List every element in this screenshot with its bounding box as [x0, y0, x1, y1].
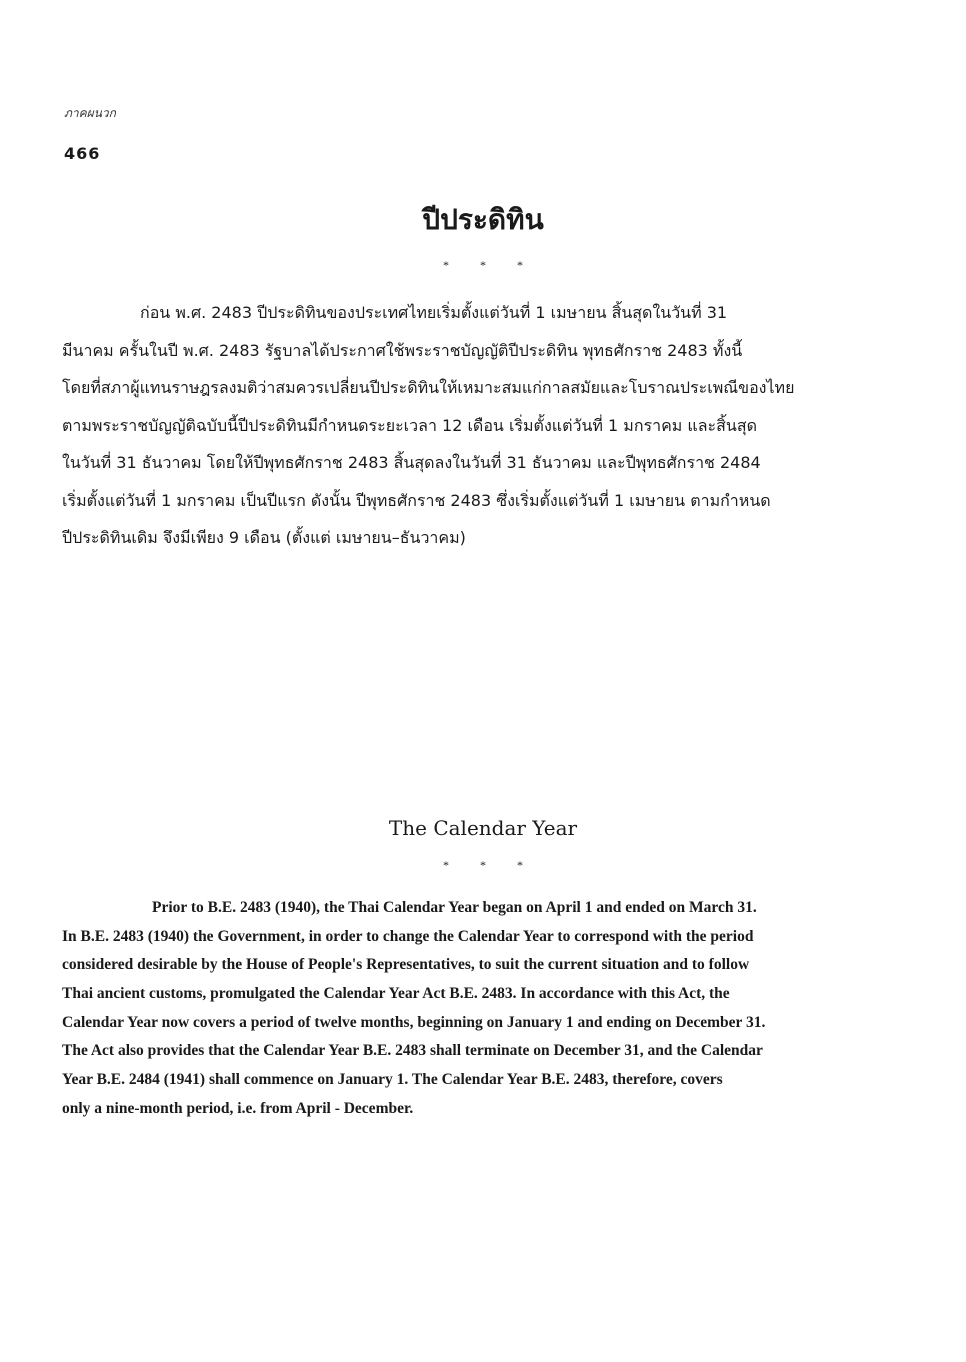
english-line: Thai ancient customs, promulgated the Calendar Year Act B.E. 2483. In accordance with this Act, the [62, 985, 730, 1003]
english-asterisk-divider: * * * [443, 858, 523, 872]
thai-line: ตามพระราชบัญญัติฉบับนี้ปีประดิทินมีกำหนดระยะเวลา 12 เดือน เริ่มตั้งแต่วันที่ 1 มกราคม และสิ้นสุด [62, 415, 757, 435]
thai-paragraph [62, 294, 922, 557]
thai-line: มีนาคม ครั้นในปี พ.ศ. 2483 รัฐบาลได้ประกาศใช้พระราชบัญญัติปีประดิทิน พุทธศักราช 2483 ทั้งนี้ [62, 340, 743, 360]
english-line: Calendar Year now covers a period of twelve months, beginning on January 1 and ending on December 31. [62, 1013, 766, 1031]
thai-line: ก่อน พ.ศ. 2483 ปีประดิทินของประเทศไทยเริ่มตั้งแต่วันที่ 1 เมษายน สิ้นสุดในวันที่ 31 [140, 303, 728, 322]
thai-asterisk-divider: * * * [443, 258, 523, 272]
english-line: Year B.E. 2484 (1941) shall commence on January 1. The Calendar Year B.E. 2483, therefore, covers [62, 1071, 723, 1089]
english-title: The Calendar Year [388, 816, 578, 840]
section-label: ภาคผนวก [64, 106, 116, 120]
thai-line: เริ่มตั้งแต่วันที่ 1 มกราคม เป็นปีแรก ดังนั้น ปีพุทธศักราช 2483 ซึ่งเริ่มตั้งแต่วันที่ 1 เมษายน ตามกำหนด [62, 490, 771, 510]
english-line: considered desirable by the House of People's Representatives, to suit the current situation and to follow [62, 956, 750, 974]
page-number: 466 [64, 144, 101, 163]
thai-title: ปีประดิทิน [422, 203, 544, 236]
english-line: only a nine-month period, i.e. from April - December. [62, 1099, 414, 1117]
english-line: Prior to B.E. 2483 (1940), the Thai Calendar Year began on April 1 and ended on March 31. [152, 899, 757, 916]
english-paragraph [62, 894, 922, 1124]
thai-line: โดยที่สภาผู้แทนราษฎรลงมติว่าสมควรเปลี่ยนปีประดิทินให้เหมาะสมแก่กาลสมัยและโบราณประเพณีของไทย [62, 378, 795, 397]
thai-line: ในวันที่ 31 ธันวาคม โดยให้ปีพุทธศักราช 2483 สิ้นสุดลงในวันที่ 31 ธันวาคม และปีพุทธศักราช 2484 [62, 453, 761, 472]
english-line: The Act also provides that the Calendar Year B.E. 2483 shall terminate on December 31, and the Calendar [62, 1042, 763, 1060]
thai-line: ปีประดิทินเดิม จึงมีเพียง 9 เดือน (ตั้งแต่ เมษายน–ธันวาคม) [62, 528, 466, 547]
english-line: In B.E. 2483 (1940) the Government, in order to change the Calendar Year to correspond with the period [62, 927, 754, 945]
